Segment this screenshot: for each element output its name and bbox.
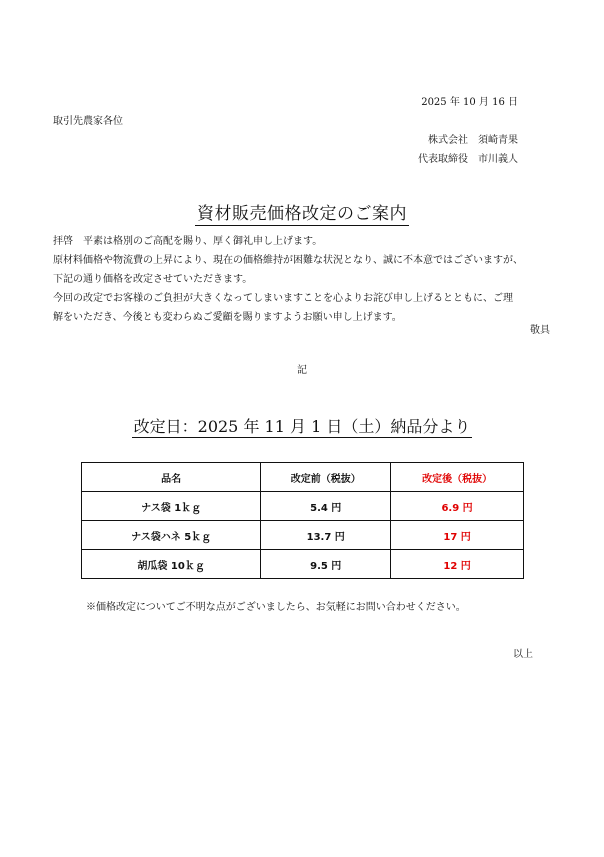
cell-item: ナス袋 1ｋｇ bbox=[82, 492, 261, 521]
revision-date-text: 改定日：2025 年 11 月 1 日（土）納品分より bbox=[133, 417, 471, 436]
header-item: 品名 bbox=[82, 463, 261, 492]
cell-before: 13.7 円 bbox=[261, 521, 391, 550]
header-before: 改定前（税抜） bbox=[261, 463, 391, 492]
cell-after: 12 円 bbox=[391, 550, 524, 579]
inquiry-note: ※価格改定についてご不明な点がございましたら、お気軽にお問い合わせください。 bbox=[86, 602, 466, 613]
recipient: 取引先農家各位 bbox=[53, 116, 123, 127]
body-line: 下記の通り価格を改定させていただきます。 bbox=[53, 274, 253, 285]
document-title bbox=[0, 199, 604, 224]
cell-item: ナス袋ハネ 5ｋｇ bbox=[82, 521, 261, 550]
cell-before: 9.5 円 bbox=[261, 550, 391, 579]
representative: 代表取締役 市川義人 bbox=[418, 154, 518, 165]
document-date: 2025 年 10 月 16 日 bbox=[421, 97, 518, 108]
body-line: 今回の改定でお客様のご負担が大きくなってしまいますことを心よりお詫び申し上げるとともに、ご理 bbox=[53, 293, 513, 304]
body-line: 解をいただき、今後とも変わらぬご愛顧を賜りますようお願い申し上げます。 bbox=[53, 312, 402, 323]
table-row bbox=[82, 550, 524, 579]
revision-date bbox=[0, 414, 604, 437]
document-title-text: 資材販売価格改定のご案内 bbox=[197, 204, 407, 224]
closing-keigu: 敬具 bbox=[530, 325, 550, 336]
price-table bbox=[81, 462, 524, 579]
body-line: 原材料価格や物流費の上昇により、現在の価格維持が困難な状況となり、誠に不本意ではございますが、 bbox=[53, 255, 523, 266]
table-row bbox=[82, 492, 524, 521]
table-row bbox=[82, 521, 524, 550]
ki-marker: 記 bbox=[297, 365, 307, 376]
company-name: 株式会社 須崎青果 bbox=[428, 135, 518, 146]
header-after: 改定後（税抜） bbox=[391, 463, 524, 492]
cell-after: 6.9 円 bbox=[391, 492, 524, 521]
table-header-row bbox=[82, 463, 524, 492]
body-line: 拝啓 平素は格別のご高配を賜り、厚く御礼申し上げます。 bbox=[53, 236, 323, 247]
closing-ijo: 以上 bbox=[513, 649, 533, 660]
cell-after: 17 円 bbox=[391, 521, 524, 550]
body-text bbox=[53, 232, 553, 327]
cell-item: 胡瓜袋 10ｋｇ bbox=[82, 550, 261, 579]
cell-before: 5.4 円 bbox=[261, 492, 391, 521]
